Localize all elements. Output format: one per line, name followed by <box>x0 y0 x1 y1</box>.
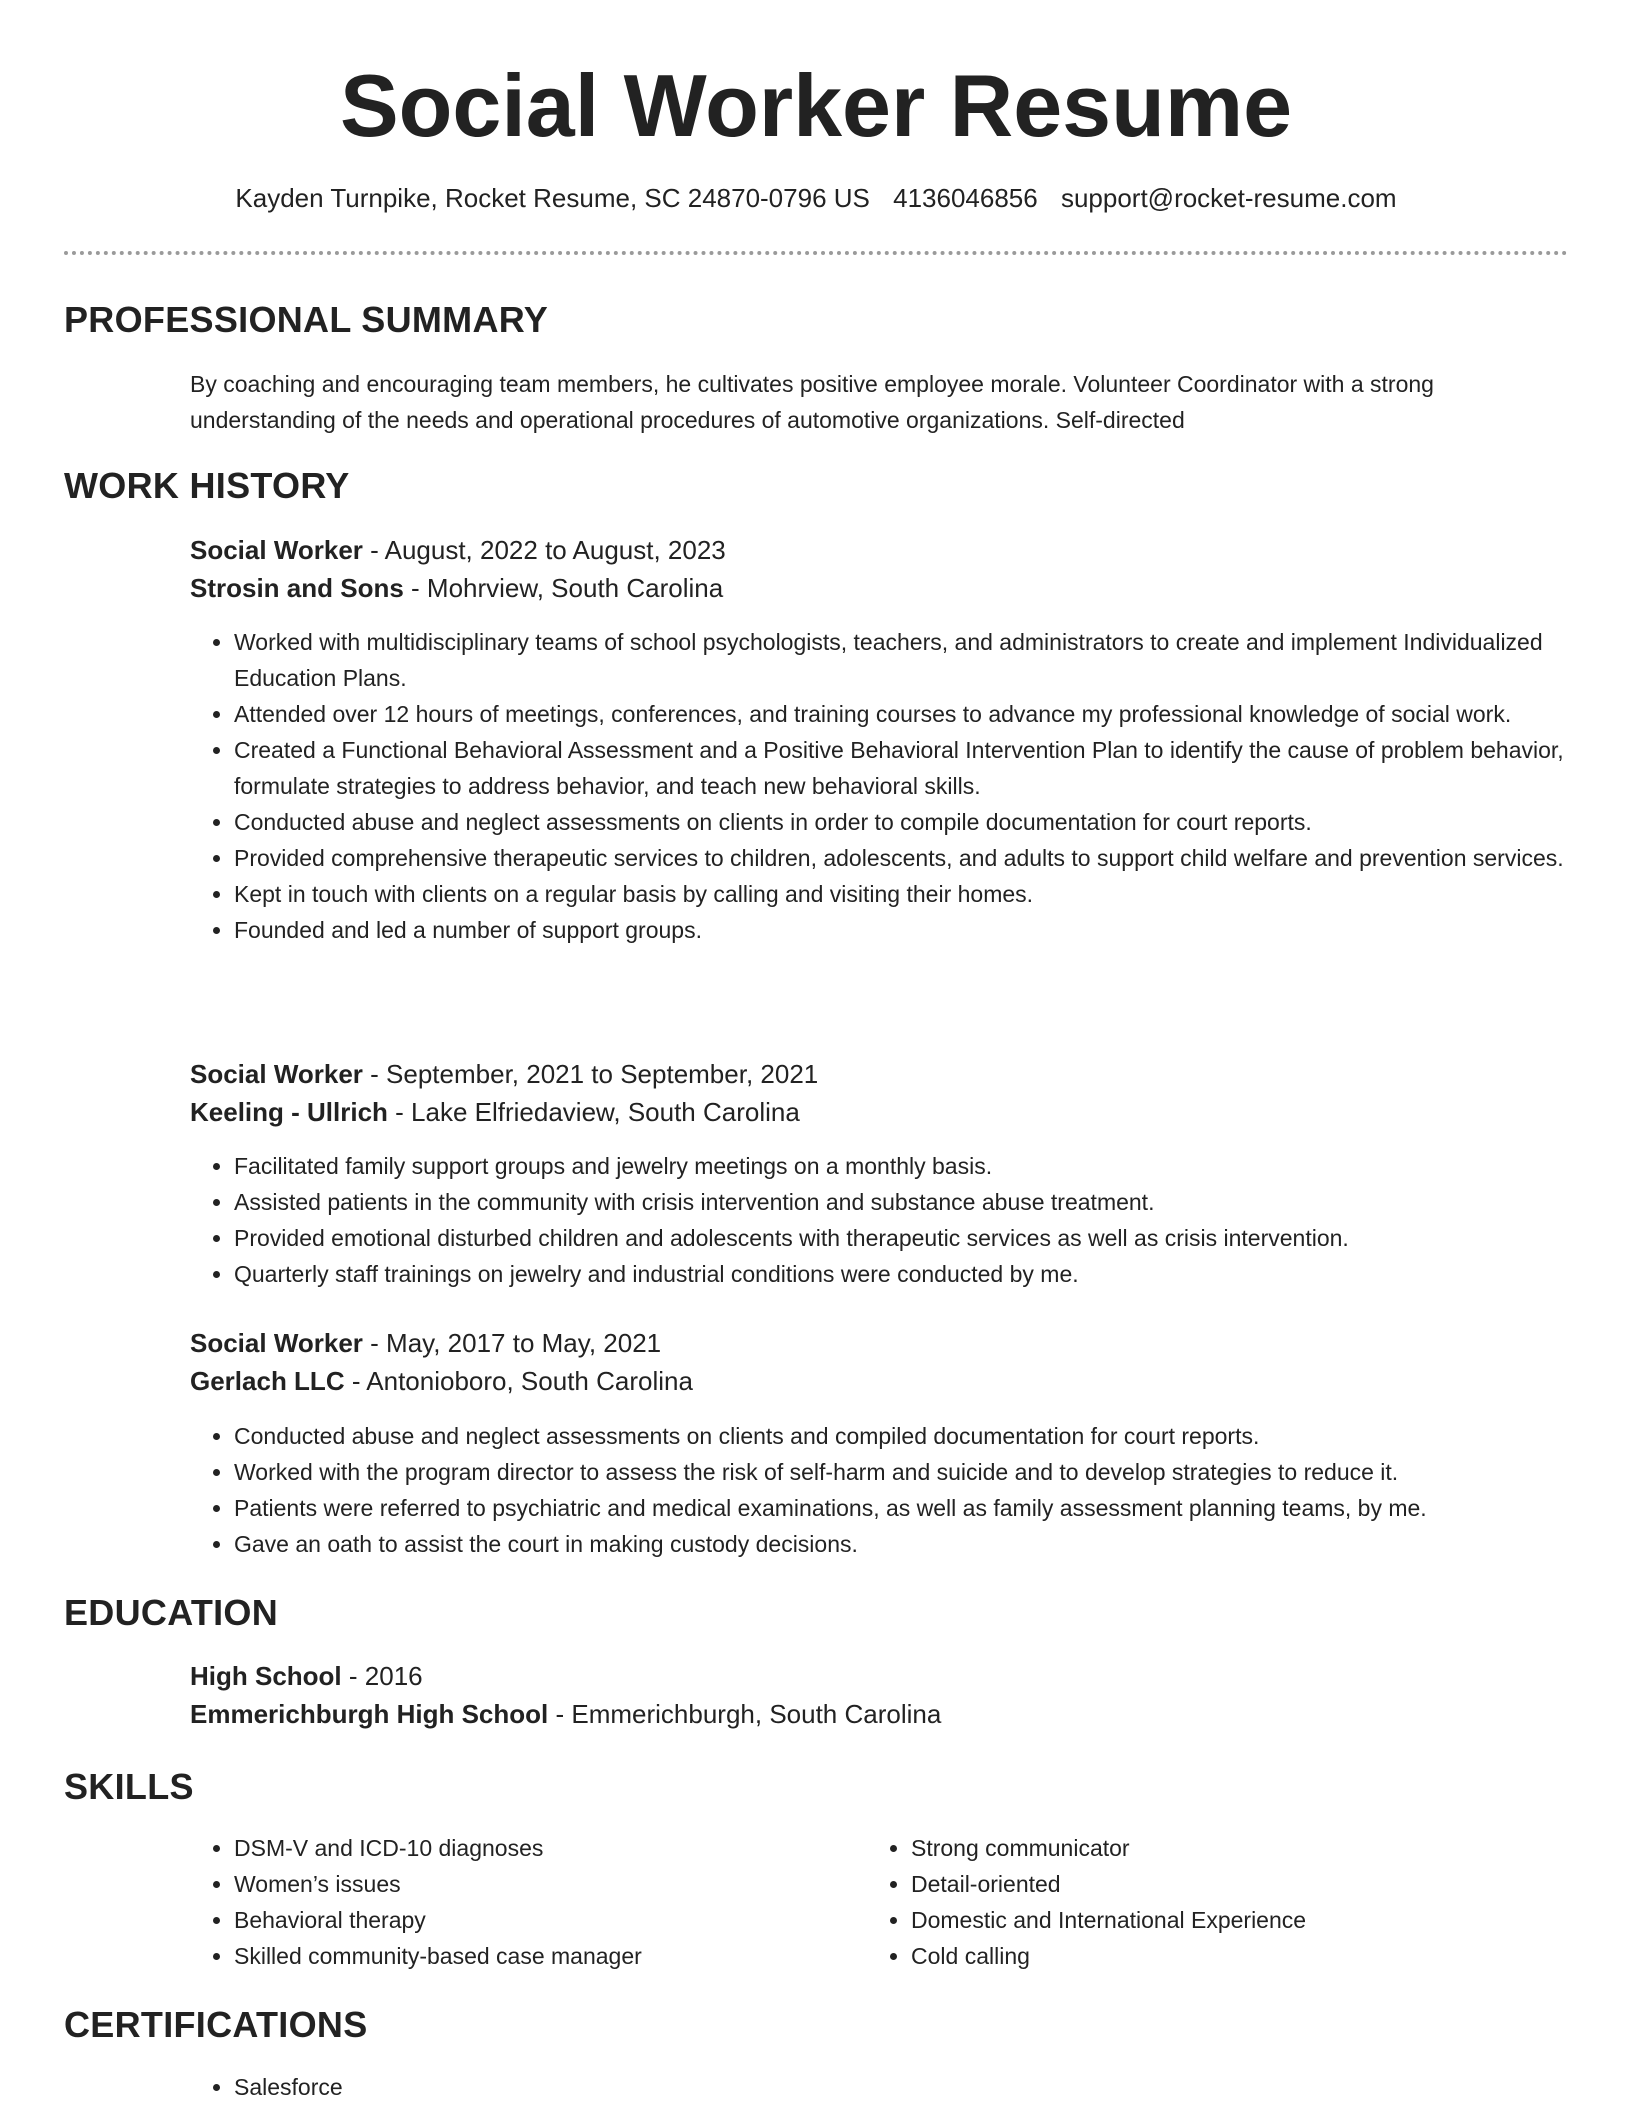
list-item: • Conducted abuse and neglect assessments on clients and compiled documentation for court reports. <box>234 1418 1612 1454</box>
education-location: - Emmerichburgh, South Carolina <box>548 1699 942 1729</box>
job-3-location: - Antonioboro, South Carolina <box>344 1366 693 1396</box>
education-heading: EDUCATION <box>64 1592 279 1633</box>
work-history-heading: WORK HISTORY <box>64 465 350 506</box>
skills-heading: SKILLS <box>64 1766 194 1807</box>
list-item: • Created a Functional Behavioral Assessment and a Positive Behavioral Intervention Plan to identify the cause of problem behavior, formulate strategies to address behavior, and teach new behavioral skills. <box>234 732 1612 804</box>
contact-line <box>0 180 1632 216</box>
job-1-bullets <box>190 624 1612 948</box>
job-3-title: Social Worker <box>190 1328 363 1358</box>
resume-title: Social Worker Resume <box>339 56 1293 155</box>
job-2-company: Keeling - Ullrich <box>190 1097 388 1127</box>
job-1-company: Strosin and Sons <box>190 573 404 603</box>
job-2-dates: - September, 2021 to September, 2021 <box>362 1059 819 1089</box>
job-3-title-line <box>190 1324 1568 1362</box>
job-2-title: Social Worker <box>190 1059 363 1089</box>
contact-address: Kayden Turnpike, Rocket Resume, SC 24870-0796 US <box>235 183 870 213</box>
education-degree: High School <box>190 1661 342 1691</box>
job-2-title-line <box>190 1055 1568 1093</box>
education-year: - 2016 <box>341 1661 423 1691</box>
list-item: • Worked with multidisciplinary teams of school psychologists, teachers, and administrators to create and implement Individualized Education Plans. <box>234 624 1612 696</box>
list-item: • Attended over 12 hours of meetings, conferences, and training courses to advance my professional knowledge of social work. <box>234 696 1612 732</box>
job-1-dates: - August, 2022 to August, 2023 <box>362 535 726 565</box>
list-item: • Cold calling <box>911 1938 1632 1974</box>
job-3-dates: - May, 2017 to May, 2021 <box>362 1328 662 1358</box>
skills-list-right <box>867 1830 1632 1974</box>
education-school-line <box>190 1695 1568 1733</box>
list-item: • Domestic and International Experience <box>911 1902 1632 1938</box>
list-item: • Kept in touch with clients on a regular basis by calling and visiting their homes. <box>234 876 1612 912</box>
job-1-location: - Mohrview, South Carolina <box>403 573 724 603</box>
job-2-bullets <box>190 1148 1612 1292</box>
list-item: • Facilitated family support groups and jewelry meetings on a monthly basis. <box>234 1148 1612 1184</box>
job-1-company-line <box>190 569 1568 607</box>
job-3-company-line <box>190 1362 1568 1400</box>
certifications-heading: CERTIFICATIONS <box>64 2004 368 2045</box>
list-item: • Founded and led a number of support groups. <box>234 912 1612 948</box>
list-item: • Skilled community-based case manager <box>234 1938 1612 1974</box>
list-item: • Worked with the program director to assess the risk of self-harm and suicide and to develop strategies to reduce it. <box>234 1454 1612 1490</box>
contact-phone: 4136046856 <box>893 183 1038 213</box>
list-item: • Assisted patients in the community with crisis intervention and substance abuse treatment. <box>234 1184 1612 1220</box>
list-item: • DSM-V and ICD-10 diagnoses <box>234 1830 1612 1866</box>
list-item: • Gave an oath to assist the court in making custody decisions. <box>234 1526 1612 1562</box>
list-item: • Quarterly staff trainings on jewelry and industrial conditions were conducted by me. <box>234 1256 1612 1292</box>
job-1-title-line <box>190 531 1568 569</box>
list-item: • Women’s issues <box>234 1866 1612 1902</box>
list-item: • Strong communicator <box>911 1830 1632 1866</box>
job-3-bullets <box>190 1418 1612 1562</box>
list-item: • Provided emotional disturbed children and adolescents with therapeutic services as well as crisis intervention. <box>234 1220 1612 1256</box>
list-item: • Salesforce <box>234 2069 1612 2105</box>
job-1-title: Social Worker <box>190 535 363 565</box>
list-item: • Conducted abuse and neglect assessments on clients in order to compile documentation for court reports. <box>234 804 1612 840</box>
education-school: Emmerichburgh High School <box>190 1699 549 1729</box>
list-item: • Detail-oriented <box>911 1866 1632 1902</box>
list-item: • Patients were referred to psychiatric and medical examinations, as well as family assessment planning teams, by me. <box>234 1490 1612 1526</box>
contact-email: support@rocket-resume.com <box>1060 183 1397 213</box>
job-3-company: Gerlach LLC <box>190 1366 345 1396</box>
summary-heading: PROFESSIONAL SUMMARY <box>64 299 549 340</box>
education-degree-line <box>190 1657 1568 1695</box>
list-item: • Behavioral therapy <box>234 1902 1612 1938</box>
header-divider <box>64 251 1568 255</box>
list-item: • Provided comprehensive therapeutic services to children, adolescents, and adults to support child welfare and prevention services. <box>234 840 1612 876</box>
certifications-list <box>190 2069 1612 2105</box>
job-2-company-line <box>190 1093 1568 1131</box>
job-2-location: - Lake Elfriedaview, South Carolina <box>387 1097 800 1127</box>
summary-text: By coaching and encouraging team members, he cultivates positive employee morale. Volunteer Coordinator with a strong understanding of the needs and operational procedures of automotive organizations. Self-directed <box>190 371 1434 433</box>
